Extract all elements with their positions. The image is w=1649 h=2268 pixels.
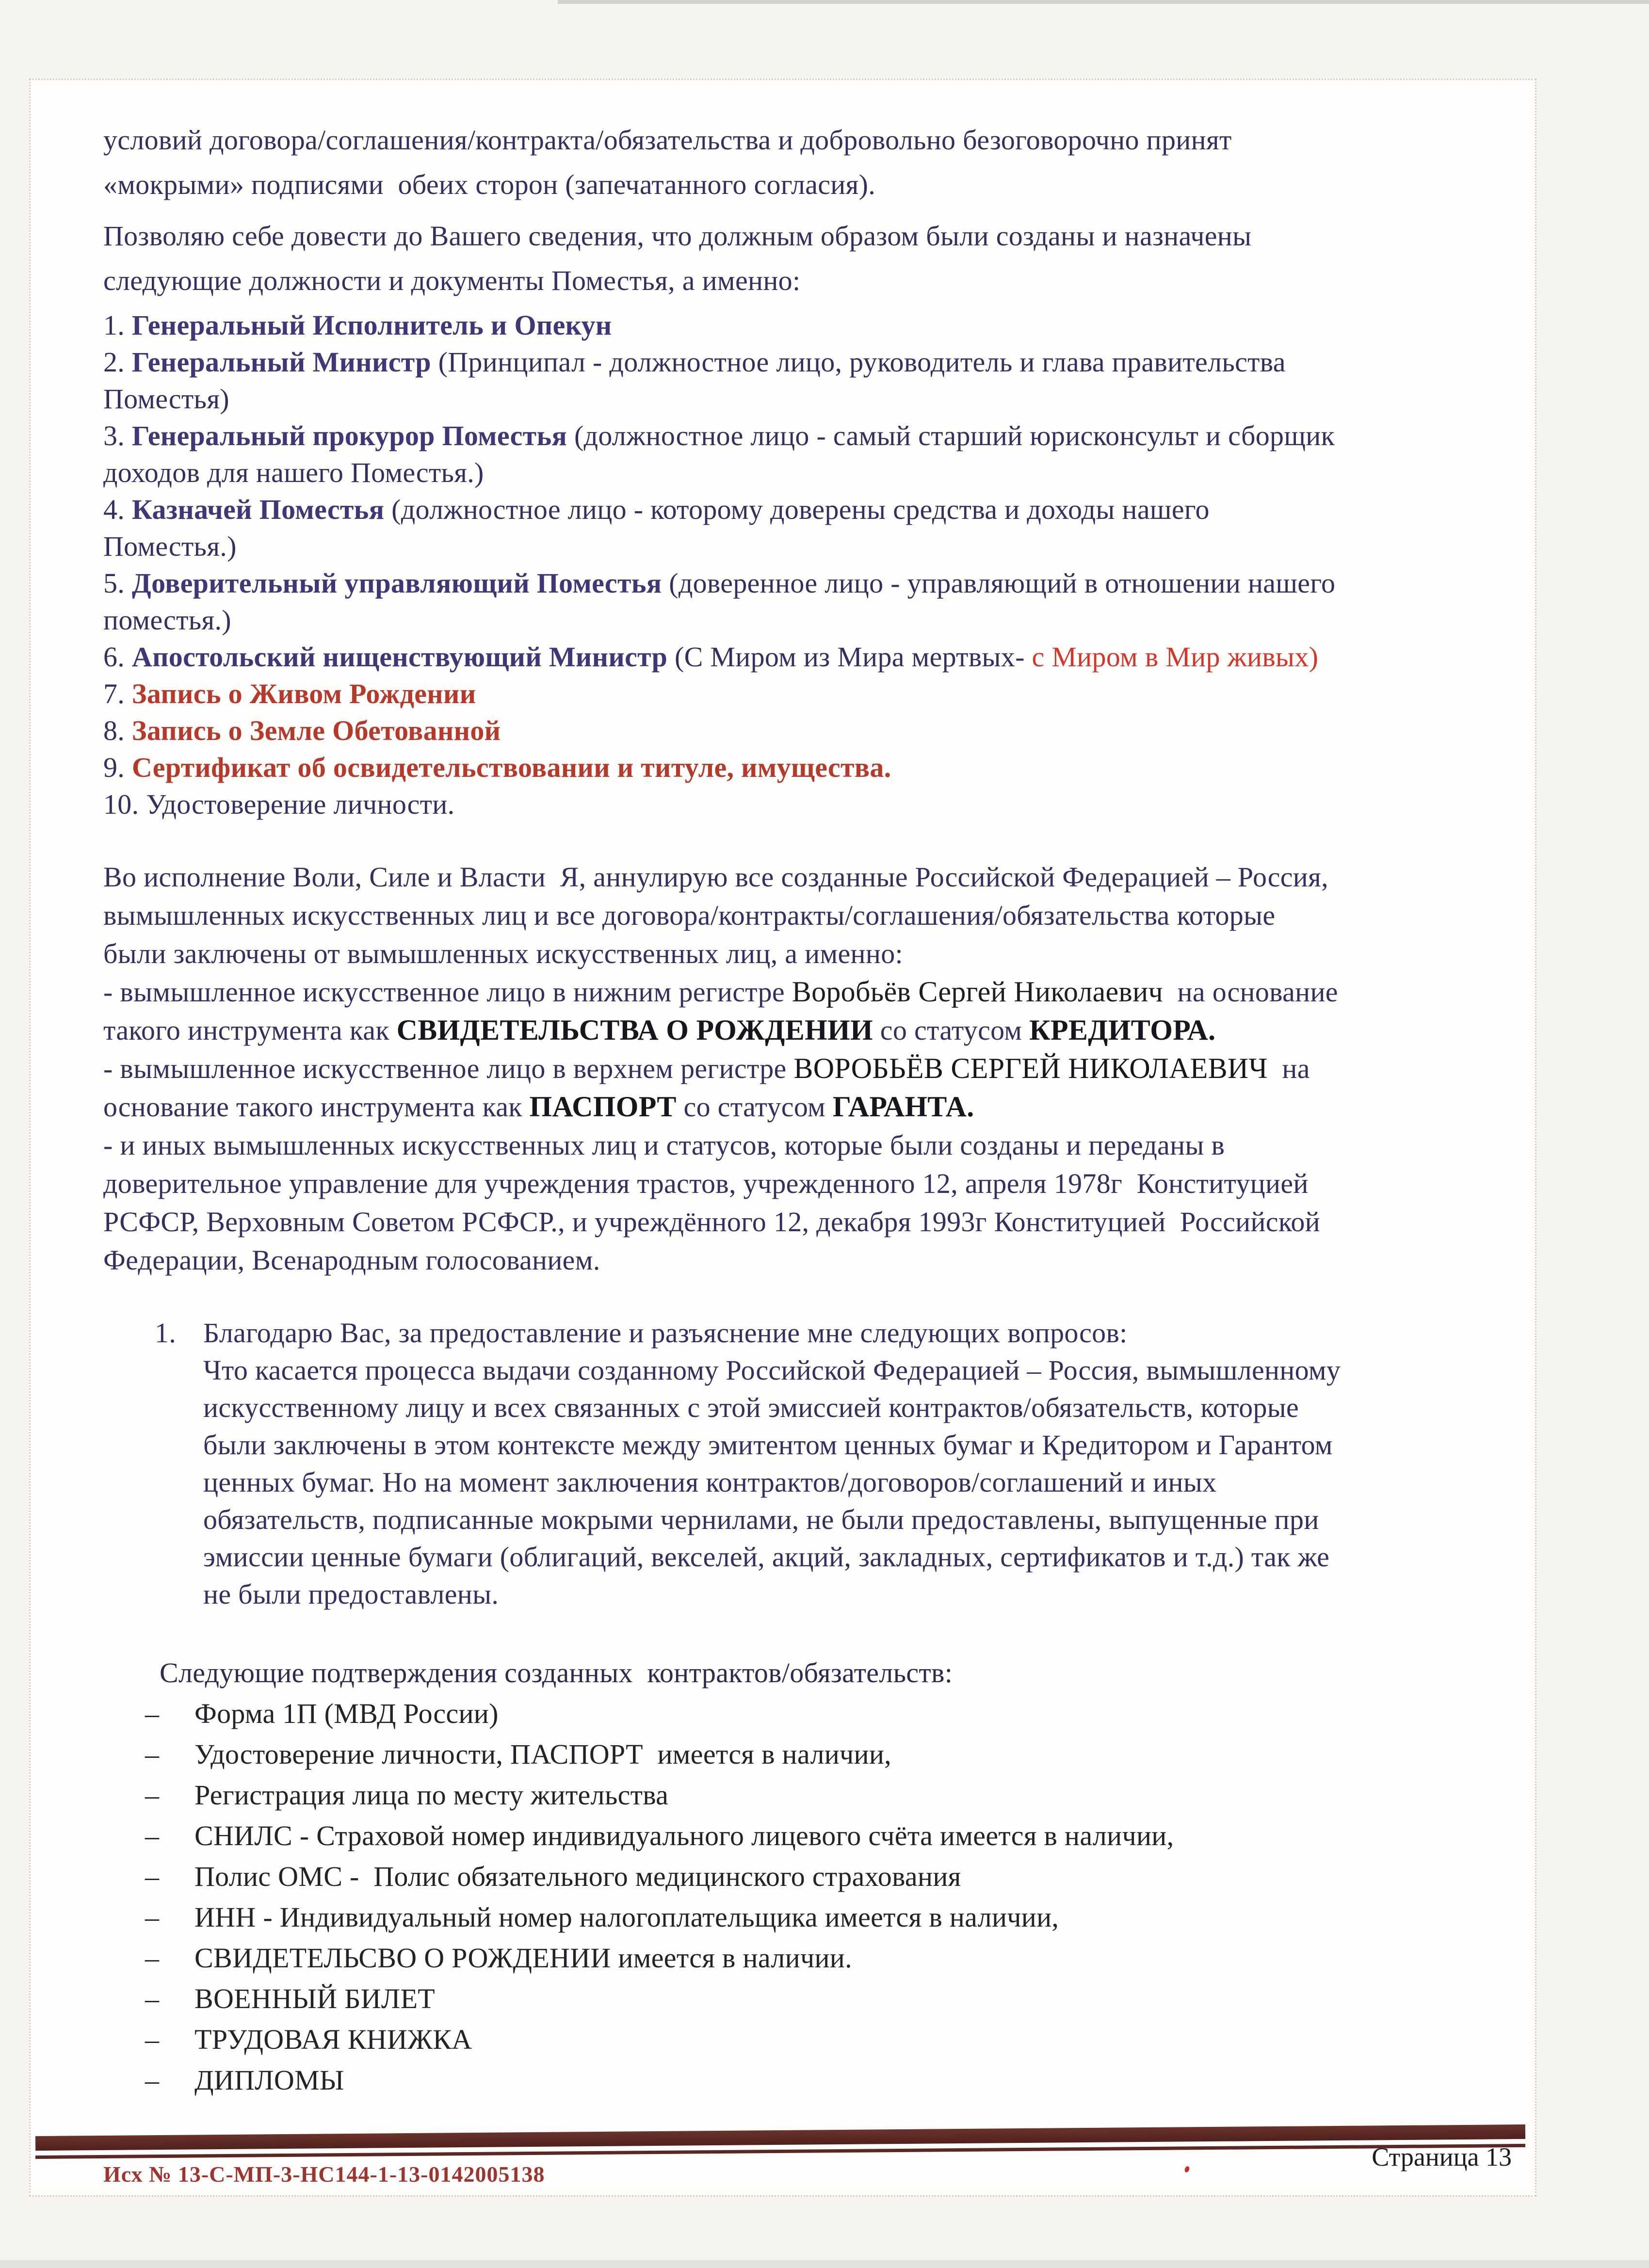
dash-marker: – xyxy=(145,2024,160,2055)
item-number: 10. xyxy=(103,788,146,820)
list-item xyxy=(103,1734,1516,1775)
text-line: Что касается процесса выдачи созданному Российской Федерацией – Россия, вымышленному xyxy=(203,1354,1341,1386)
item-text: (должностное лицо - самый старший юрисконсульт и сборщик xyxy=(567,420,1335,451)
item-title: Апостольский нищенствующий Министр xyxy=(131,641,668,673)
item-text: Полис ОМС - Полис обязательного медицинского страхования xyxy=(194,1861,961,1892)
scanned-document-page xyxy=(29,79,1536,2197)
text-line: «мокрыми» подписями обеих сторон (запечатанного согласия). xyxy=(103,169,876,200)
footer-page-number: Страница 13 xyxy=(1372,2142,1512,2171)
list-item xyxy=(103,1978,1516,2019)
list-item xyxy=(103,491,1516,528)
annul-item-line xyxy=(103,1011,1516,1049)
text-segment: на xyxy=(1267,1053,1310,1084)
document-body xyxy=(31,80,1535,2101)
list-item xyxy=(103,418,1516,454)
item-number: 9. xyxy=(103,752,132,783)
dash-marker: – xyxy=(145,1779,160,1811)
person-name: Воробьёв Сергей Николаевич xyxy=(792,976,1163,1008)
text-line: обязательств, подписанные мокрыми чернилами, не были предоставлены, выпущенные при xyxy=(203,1504,1319,1535)
text-segment: - вымышленное искусственное лицо в нижним регистре xyxy=(103,976,792,1008)
text-line: были заключены от вымышленных искусственных лиц, а именно: xyxy=(103,938,903,969)
list-item xyxy=(103,1856,1516,1897)
dash-marker: – xyxy=(145,1942,160,1974)
item-text: Удостоверение личности. xyxy=(146,788,455,820)
text-line: искусственному лицу и всех связанных с этой эмиссией контрактов/обязательств, которые xyxy=(203,1392,1299,1423)
item-number: 8. xyxy=(103,715,132,746)
item-text: ИНН - Индивидуальный номер налогоплательщика имеется в наличии, xyxy=(194,1901,1059,1933)
text-segment: на основание xyxy=(1163,976,1338,1008)
text-line: Благодарю Вас, за предоставление и разъяснение мне следующих вопросов: xyxy=(203,1317,1128,1349)
paragraph-conditions xyxy=(103,118,1516,207)
item-text: СВИДЕТЕЛЬСВО О РОЖДЕНИИ имеется в наличии. xyxy=(194,1942,852,1974)
list-item xyxy=(103,565,1516,602)
confirmations-list xyxy=(103,1693,1516,2101)
item-number: 5. xyxy=(103,567,132,599)
list-item xyxy=(103,2060,1516,2101)
item-red-title: Сертификат об освидетельствовании и титуле, имущества. xyxy=(131,752,891,783)
list-item xyxy=(103,676,1516,712)
list-item xyxy=(103,712,1516,749)
item-title: Генеральный Исполнитель и Опекун xyxy=(131,309,612,341)
dash-marker: – xyxy=(145,2064,160,2096)
list-item xyxy=(103,1938,1516,1978)
list-item xyxy=(103,1775,1516,1816)
list-item xyxy=(103,1897,1516,1938)
text-segment: со статусом xyxy=(676,1091,833,1123)
numbered-thanks-block xyxy=(103,1314,1516,1613)
item-text: (Принципал - должностное лицо, руководитель и глава правительства xyxy=(431,346,1286,378)
list-item-wrap: доходов для нашего Поместья.) xyxy=(103,457,484,488)
text-segment: со статусом xyxy=(873,1014,1030,1046)
text-segment: - вымышленное искусственное лицо в верхнем регистре xyxy=(103,1053,794,1084)
text-line: Во исполнение Воли, Силе и Власти Я, аннулирую все созданные Российской Федерацией – Россия, xyxy=(103,861,1328,893)
annul-item-line xyxy=(103,1049,1516,1088)
text-line: эмиссии ценные бумаги (облигаций, векселей, акций, закладных, сертификатов и т.д.) так же xyxy=(203,1541,1330,1573)
item-number: 3. xyxy=(103,420,132,451)
text-line: ценных бумаг. Но на момент заключения контрактов/договоров/соглашений и иных xyxy=(203,1466,1217,1498)
text-line: вымышленных искусственных лиц и все договора/контракты/соглашения/обязательства которые xyxy=(103,900,1276,931)
item-title: Генеральный прокурор Поместья xyxy=(131,420,567,451)
dash-marker: – xyxy=(145,1861,160,1892)
list-item xyxy=(103,786,1516,823)
scan-artifact-speck xyxy=(1184,2166,1190,2173)
item-text: ДИПЛОМЫ xyxy=(194,2064,344,2096)
item-title: Казначей Поместья xyxy=(131,494,385,525)
list-item xyxy=(103,2019,1516,2060)
footer-reference-number: Исх № 13-С-МП-3-НС144-1-13-0142005138 xyxy=(103,2162,545,2187)
positions-list xyxy=(103,307,1516,823)
dash-marker: – xyxy=(145,1698,160,1729)
item-number: 4. xyxy=(103,494,132,525)
item-text: (С Миром из Мира мертвых- xyxy=(667,641,1032,673)
dash-marker: – xyxy=(145,1820,160,1851)
text-line: условий договора/соглашения/контракта/обязательства и добровольно безоговорочно принят xyxy=(103,124,1232,156)
item-title: Генеральный Министр xyxy=(131,346,431,378)
scan-edge-bottom-strip xyxy=(0,2260,1649,2268)
item-text: (должностное лицо - которому доверены средства и доходы нашего xyxy=(384,494,1210,525)
list-item xyxy=(103,1693,1516,1734)
paragraph-announcement xyxy=(103,214,1516,303)
text-line: не были предоставлены. xyxy=(203,1578,499,1610)
text-segment: такого инструмента как xyxy=(103,1014,397,1046)
dash-marker: – xyxy=(145,1738,160,1770)
annul-item-line: - и иных вымышленных искусственных лиц и статусов, которые были созданы и переданы в xyxy=(103,1129,1225,1161)
item-red-title: Запись о Земле Обетованной xyxy=(131,715,501,746)
item-red-title: Запись о Живом Рождении xyxy=(131,678,476,709)
annulment-items xyxy=(103,973,1516,1279)
item-number: 7. xyxy=(103,678,132,709)
item-text: Регистрация лица по месту жительства xyxy=(194,1779,669,1811)
list-item xyxy=(103,639,1516,676)
item-text: СНИЛС - Страховой номер индивидуального лицевого счёта имеется в наличии, xyxy=(194,1820,1174,1851)
list-item-wrap: Поместья.) xyxy=(103,531,237,562)
status-caps: КРЕДИТОРА. xyxy=(1029,1014,1216,1046)
document-name-caps: ПАСПОРТ xyxy=(529,1091,677,1123)
annul-item-line: РСФСР, Верховным Советом РСФСР., и учреждённого 12, декабря 1993г Конституцией Российской xyxy=(103,1206,1321,1238)
text-line: Позволяю себе довести до Вашего сведения, что должным образом были созданы и назначены xyxy=(103,220,1252,252)
item-text: (доверенное лицо - управляющий в отношении нашего xyxy=(662,567,1336,599)
text-line: следующие должности и документы Поместья, а именно: xyxy=(103,265,801,296)
annul-item-line xyxy=(103,973,1516,1011)
item-text: Форма 1П (МВД России) xyxy=(194,1698,499,1729)
scan-edge-top-strip xyxy=(558,0,1649,4)
annul-item-line: Федерации, Всенародным голосованием. xyxy=(103,1244,600,1276)
item-number: 1. xyxy=(103,309,132,341)
dash-marker: – xyxy=(145,1983,160,2014)
dash-marker: – xyxy=(145,1901,160,1933)
text-segment: основание такого инструмента как xyxy=(103,1091,530,1123)
text-line: были заключены в этом контексте между эмитентом ценных бумаг и Кредитором и Гарантом xyxy=(203,1429,1333,1461)
item-red-text: с Миром в Мир живых) xyxy=(1032,641,1319,673)
item-number: 2. xyxy=(103,346,132,378)
list-item-wrap: поместья.) xyxy=(103,604,231,636)
status-caps: ГАРАНТА. xyxy=(832,1091,974,1123)
list-item-wrap: Поместья) xyxy=(103,383,229,415)
confirmations-heading: Следующие подтверждения созданных контрактов/обязательств: xyxy=(160,1657,953,1689)
item-text: ВОЕННЫЙ БИЛЕТ xyxy=(194,1983,436,2014)
annul-item-line xyxy=(103,1088,1516,1126)
list-item xyxy=(103,344,1516,381)
item-title: Доверительный управляющий Поместья xyxy=(131,567,662,599)
list-item xyxy=(103,749,1516,786)
annul-item-line: доверительное управление для учреждения трастов, учрежденного 12, апреля 1978г Конституцией xyxy=(103,1168,1309,1199)
item-text: ТРУДОВАЯ КНИЖКА xyxy=(194,2024,472,2055)
list-item xyxy=(103,1816,1516,1856)
person-name-caps: ВОРОБЬЁВ СЕРГЕЙ НИКОЛАЕВИЧ xyxy=(793,1052,1268,1084)
annulment-lead-paragraph xyxy=(103,858,1516,973)
item-text: Удостоверение личности, ПАСПОРТ имеется в наличии, xyxy=(194,1738,891,1770)
list-item xyxy=(103,307,1516,344)
item-number: 6. xyxy=(103,641,132,673)
block-number: 1. xyxy=(155,1317,177,1349)
document-name-caps: СВИДЕТЕЛЬСТВА О РОЖДЕНИИ xyxy=(396,1014,873,1046)
